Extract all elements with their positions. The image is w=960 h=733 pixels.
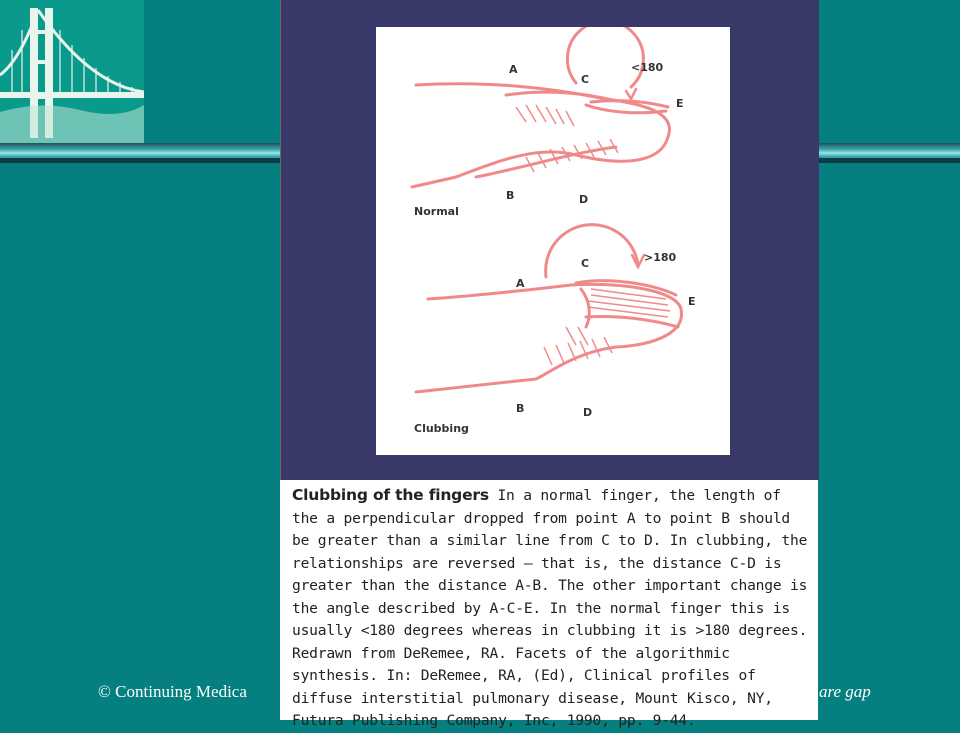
normal-title: Normal bbox=[414, 205, 459, 218]
caption-paragraph bbox=[292, 484, 814, 733]
figure-frame bbox=[280, 0, 819, 480]
normal-label-c: C bbox=[581, 73, 590, 86]
caption-title: Clubbing of the fingers bbox=[292, 486, 489, 504]
golden-gate-logo bbox=[0, 0, 144, 143]
normal-label-a: A bbox=[509, 63, 518, 76]
finger-drawing bbox=[376, 27, 730, 455]
caption-body: In a normal finger, the length of the a perpendicular dropped from point A to point B should be greater than a similar line from C to D. In clubbing, the relationships are reversed — that is, the distance C-D is greater than the distance A-B. The other important change is the angle described by A-C-E. In the normal finger this is usually <180 degrees whereas in clubbing it is >180 degrees. Redrawn from DeRemee, RA. Facets of the algorithmic synthesis. In: DeRemee, RA, (Ed), Clinical profiles of diffuse interstitial pulmonary disease, Mount Kisco, NY, Futura Publishing Company, Inc, 1990, pp. 9-44. bbox=[292, 487, 808, 729]
footer-left-text: © Continuing Medica bbox=[98, 682, 247, 701]
bridge-icon bbox=[0, 0, 144, 143]
normal-label-d: D bbox=[579, 193, 589, 206]
clubbing-label-angle: >180 bbox=[644, 251, 677, 264]
clubbing-label-b: B bbox=[516, 402, 525, 415]
normal-hatching bbox=[516, 105, 618, 172]
normal-label-b: B bbox=[506, 189, 515, 202]
footer-right-text: are gap bbox=[819, 682, 871, 701]
clubbing-figure bbox=[280, 0, 818, 729]
clubbed-hatching bbox=[544, 289, 670, 365]
normal-label-angle: <180 bbox=[631, 61, 664, 74]
clubbing-label-e: E bbox=[688, 295, 696, 308]
normal-label-e: E bbox=[676, 97, 684, 110]
clubbing-label-c: C bbox=[581, 257, 590, 270]
figure-caption bbox=[280, 480, 818, 729]
clubbing-label-a: A bbox=[516, 277, 525, 290]
finger-diagram bbox=[376, 27, 730, 455]
clubbing-title: Clubbing bbox=[414, 422, 469, 435]
clubbing-label-d: D bbox=[583, 406, 593, 419]
normal-finger bbox=[412, 27, 669, 187]
